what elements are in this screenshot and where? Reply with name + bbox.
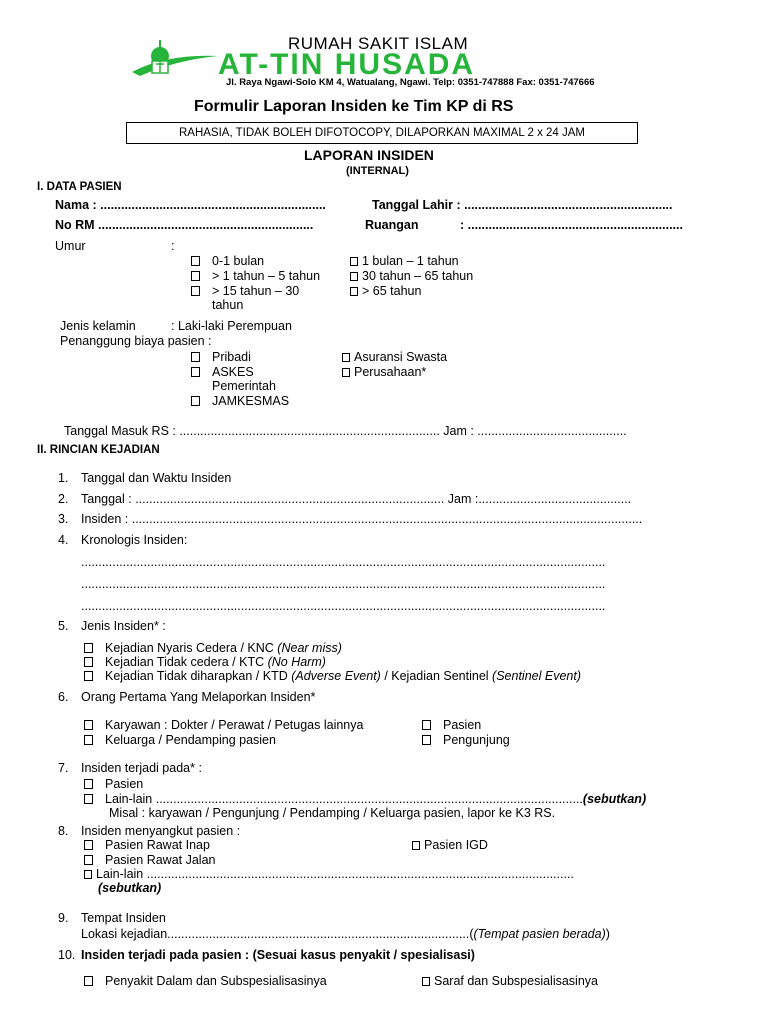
item-7-label: Insiden terjadi pada* : <box>81 761 202 775</box>
norm-field[interactable]: No RM .............................................................. <box>55 218 314 232</box>
lokasi-field[interactable]: Lokasi kejadian.......................................................................................((Tempat pasien berada)) <box>81 927 610 941</box>
jenis-kelamin-options[interactable]: : Laki-laki Perempuan <box>171 319 292 333</box>
checkbox-icon <box>84 870 92 879</box>
checkbox-icon <box>350 257 358 266</box>
item-number: 7. <box>58 761 69 775</box>
item-number: 6. <box>58 690 69 704</box>
tanggal-masuk-field[interactable]: Tanggal Masuk RS : ........................................................................... Jam : ........................................... <box>64 424 627 438</box>
menyangkut-option[interactable]: Pasien IGD <box>412 838 488 852</box>
checkbox-icon <box>191 256 200 266</box>
checkbox-icon <box>412 841 420 850</box>
kronologis-label: Kronologis Insiden: <box>81 533 188 547</box>
item-number: 9. <box>58 911 69 925</box>
kronologis-line[interactable]: ....................................................................................................................................................... <box>81 599 606 613</box>
menyangkut-option[interactable]: Pasien Rawat Inap <box>84 838 210 852</box>
penanggung-biaya-label: Penanggung biaya pasien : <box>60 334 212 348</box>
report-subtitle: (INTERNAL) <box>346 165 409 177</box>
checkbox-icon <box>191 352 200 362</box>
payer-option[interactable]: JAMKESMAS <box>191 394 289 408</box>
age-option[interactable]: 0-1 bulan <box>191 254 264 268</box>
section-1-title: I. DATA PASIEN <box>37 181 122 193</box>
checkbox-icon <box>84 976 93 986</box>
item-number: 5. <box>58 619 69 633</box>
age-option[interactable]: > 15 tahun – 30 <box>191 284 299 298</box>
misal-note: Misal : karyawan / Pengunjung / Pendamping / Keluarga pasien, lapor ke K3 RS. <box>109 806 556 820</box>
checkbox-icon <box>191 367 200 377</box>
checkbox-icon <box>342 368 350 377</box>
checkbox-icon <box>191 271 200 281</box>
item-number: 1. <box>58 471 69 485</box>
terjadi-pada-option[interactable]: Pasien <box>84 777 143 791</box>
ruangan-field[interactable]: : .............................................................. <box>460 218 683 232</box>
item-number: 2. <box>58 492 69 506</box>
ruangan-label: Ruangan <box>365 218 419 232</box>
item-5-label: Jenis Insiden* : <box>81 619 166 633</box>
checkbox-icon <box>84 840 93 850</box>
mosque-logo-icon <box>126 34 226 94</box>
item-10-label: Insiden terjadi pada pasien : (Sesuai kasus penyakit / spesialisasi) <box>81 948 475 962</box>
confidential-notice: RAHASIA, TIDAK BOLEH DIFOTOCOPY, DILAPORKAN MAXIMAL 2 x 24 JAM <box>126 122 638 144</box>
item-8-label: Insiden menyangkut pasien : <box>81 824 241 838</box>
checkbox-icon <box>350 272 358 281</box>
checkbox-icon <box>191 286 200 296</box>
jenis-insiden-option[interactable]: Kejadian Tidak cedera / KTC (No Harm) <box>84 655 326 669</box>
hospital-address: Jl. Raya Ngawi-Solo KM 4, Watualang, Ngawi. Telp: 0351-747888 Fax: 0351-747666 <box>226 77 595 88</box>
umur-colon: : <box>171 239 175 253</box>
insiden-field[interactable]: Insiden : ................................................................................................................................................... <box>81 512 643 526</box>
hospital-name: RUMAH SAKIT ISLAM <box>288 34 469 53</box>
tanggal-insiden-field[interactable]: Tanggal : ......................................................................................... Jam :............................................ <box>81 492 632 506</box>
terjadi-pada-option[interactable]: Lain-lain ...........................................................................................................................(sebutkan) <box>84 792 646 806</box>
jenis-insiden-option[interactable]: Kejadian Nyaris Cedera / KNC (Near miss) <box>84 641 342 655</box>
item-1-label: Tanggal dan Waktu Insiden <box>81 471 232 485</box>
payer-option[interactable]: Pribadi <box>191 350 251 364</box>
section-2-title: II. RINCIAN KEJADIAN <box>37 444 160 456</box>
nama-field[interactable]: Nama : ................................................................. <box>55 198 326 212</box>
payer-option[interactable]: ASKES <box>191 365 254 379</box>
checkbox-icon <box>84 671 93 681</box>
report-title: LAPORAN INSIDEN <box>304 147 434 163</box>
item-number: 8. <box>58 824 69 838</box>
jenis-insiden-option[interactable]: Kejadian Tidak diharapkan / KTD (Adverse Event) / Kejadian Sentinel (Sentinel Event) <box>84 669 581 683</box>
jenis-kelamin-label: Jenis kelamin <box>60 319 136 333</box>
reporter-option[interactable]: Pasien <box>422 718 481 732</box>
age-option[interactable]: 30 tahun – 65 tahun <box>350 269 473 283</box>
age-option[interactable]: 1 bulan – 1 tahun <box>350 254 459 268</box>
reporter-option[interactable]: Karyawan : Dokter / Perawat / Petugas lainnya <box>84 718 363 732</box>
menyangkut-option[interactable]: Lain-lain ........................................................................................................................... <box>84 867 574 881</box>
checkbox-icon <box>422 720 431 730</box>
reporter-option[interactable]: Pengunjung <box>422 733 510 747</box>
item-number: 3. <box>58 512 69 526</box>
checkbox-icon <box>191 396 200 406</box>
item-6-label: Orang Pertama Yang Melaporkan Insiden* <box>81 690 316 704</box>
tanggal-lahir-field[interactable]: Tanggal Lahir : ............................................................ <box>372 198 673 212</box>
checkbox-icon <box>342 353 350 362</box>
payer-option[interactable]: Asuransi Swasta <box>342 350 447 364</box>
checkbox-icon <box>84 735 93 745</box>
age-option[interactable]: > 1 tahun – 5 tahun <box>191 269 320 283</box>
menyangkut-option[interactable]: Pasien Rawat Jalan <box>84 853 215 867</box>
sebutkan-note: (sebutkan) <box>98 881 162 895</box>
checkbox-icon <box>84 855 93 865</box>
item-number: 10. <box>58 948 76 962</box>
umur-label: Umur <box>55 239 86 253</box>
payer-option[interactable]: Perusahaan* <box>342 365 426 379</box>
age-option[interactable]: > 65 tahun <box>350 284 421 298</box>
payer-option-cont: Pemerintah <box>212 379 276 393</box>
checkbox-icon <box>422 977 430 986</box>
checkbox-icon <box>84 720 93 730</box>
kronologis-line[interactable]: ....................................................................................................................................................... <box>81 577 606 591</box>
checkbox-icon <box>84 779 93 789</box>
kronologis-line[interactable]: ....................................................................................................................................................... <box>81 555 606 569</box>
spesialisasi-option[interactable]: Penyakit Dalam dan Subspesialisasinya <box>84 974 327 988</box>
checkbox-icon <box>84 643 93 653</box>
checkbox-icon <box>422 735 431 745</box>
item-number: 4. <box>58 533 69 547</box>
hospital-brand: AT-TIN HUSADA <box>218 48 476 81</box>
item-9-label: Tempat Insiden <box>81 911 166 925</box>
checkbox-icon <box>350 287 358 296</box>
reporter-option[interactable]: Keluarga / Pendamping pasien <box>84 733 276 747</box>
spesialisasi-option[interactable]: Saraf dan Subspesialisasinya <box>422 974 598 988</box>
checkbox-icon <box>84 657 93 667</box>
form-title: Formulir Laporan Insiden ke Tim KP di RS <box>194 98 514 115</box>
age-option-cont: tahun <box>212 298 244 312</box>
checkbox-icon <box>84 794 93 804</box>
